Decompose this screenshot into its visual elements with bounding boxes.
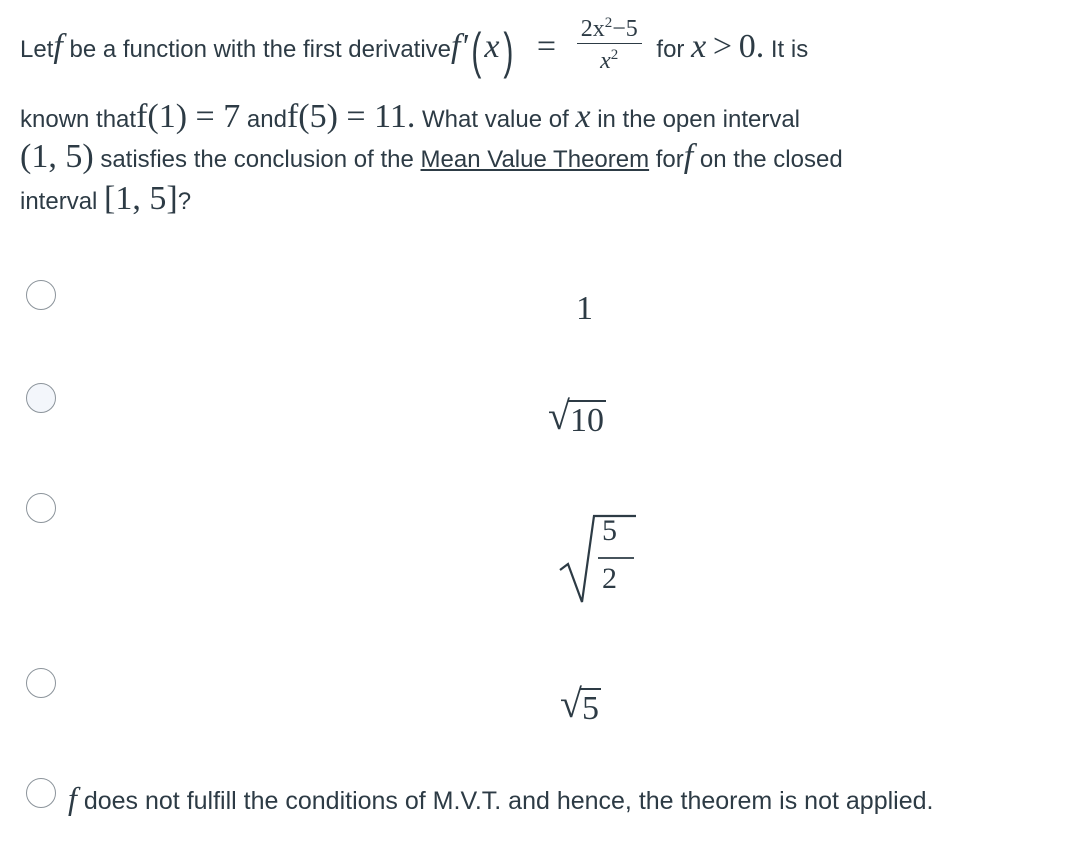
math-f-of-1: f(1) = 7 — [136, 98, 241, 135]
right-paren: ) — [502, 22, 513, 79]
math-x: x — [691, 27, 707, 65]
math-f-prime: f' — [451, 27, 468, 65]
fraction-denominator — [577, 44, 642, 73]
math-x: x — [484, 27, 500, 65]
option-4-radicand: 5 — [581, 690, 599, 727]
math-f: f — [53, 27, 63, 65]
radio-button-option-1[interactable] — [26, 280, 56, 310]
option-4-sqrt — [560, 681, 601, 727]
greater-than-sign: > — [712, 27, 733, 65]
question-line-4 — [20, 182, 191, 216]
option-3-numerator: 5 — [602, 514, 617, 547]
math-zero: 0. — [738, 27, 765, 65]
question-text-segment: interval — [20, 188, 98, 215]
numerator-tail: −5 — [612, 16, 638, 42]
math-f: f — [683, 138, 694, 175]
denominator-base: x — [600, 48, 611, 74]
option-3-sqrt-fraction — [558, 508, 638, 608]
question-text-segment: on the closed — [699, 146, 843, 173]
radio-button-option-3[interactable] — [26, 493, 56, 523]
question-mark: ? — [177, 188, 192, 215]
math-f: f — [68, 780, 77, 816]
question-text-segment: for — [655, 146, 684, 173]
question-text-segment: for — [656, 35, 685, 63]
question-text-segment: It is — [770, 35, 809, 63]
question-line-2 — [20, 100, 800, 134]
math-open-interval: (1, 5) — [20, 138, 94, 175]
question-text-segment: Let — [20, 35, 54, 63]
option-2-sqrt — [548, 393, 606, 439]
radio-button-option-5[interactable] — [26, 778, 56, 808]
option-5-text — [68, 780, 933, 817]
question-text-segment: satisfies the conclusion of the — [100, 146, 414, 173]
question-text-segment: be a function with the first derivative — [62, 35, 452, 63]
denominator-exponent: 2 — [610, 47, 619, 63]
question-line-1 — [20, 15, 809, 79]
math-x: x — [575, 98, 591, 135]
question-text-segment: known that — [20, 106, 137, 133]
sqrt-sign: √ — [548, 393, 570, 438]
fraction-numerator — [577, 16, 642, 44]
math-closed-interval: [1, 5] — [104, 180, 178, 217]
sqrt-sign: √ — [560, 681, 582, 726]
numerator-base: 2x — [580, 16, 605, 42]
question-line-3 — [20, 140, 843, 174]
question-text-segment: What value of — [422, 106, 569, 133]
derivative-fraction — [577, 16, 642, 73]
question-text-segment: in the open interval — [597, 106, 801, 133]
radio-button-option-4[interactable] — [26, 668, 56, 698]
option-5-label: does not fulfill the conditions of M.V.T. and hence, the theorem is not applied. — [83, 787, 934, 815]
option-3-denominator: 2 — [602, 562, 617, 595]
numerator-exponent: 2 — [604, 15, 613, 31]
mean-value-theorem-link[interactable]: Mean Value Theorem — [420, 146, 650, 173]
left-paren: ( — [471, 22, 482, 79]
equals-sign: = — [536, 27, 557, 65]
option-2-radicand: 10 — [569, 402, 604, 439]
math-f-of-5: f(5) = 11. — [286, 98, 416, 135]
question-text-segment: and — [246, 106, 287, 133]
radio-button-option-2[interactable] — [26, 383, 56, 413]
sqrt-sign-large — [558, 508, 638, 608]
option-1-value: 1 — [576, 290, 593, 327]
